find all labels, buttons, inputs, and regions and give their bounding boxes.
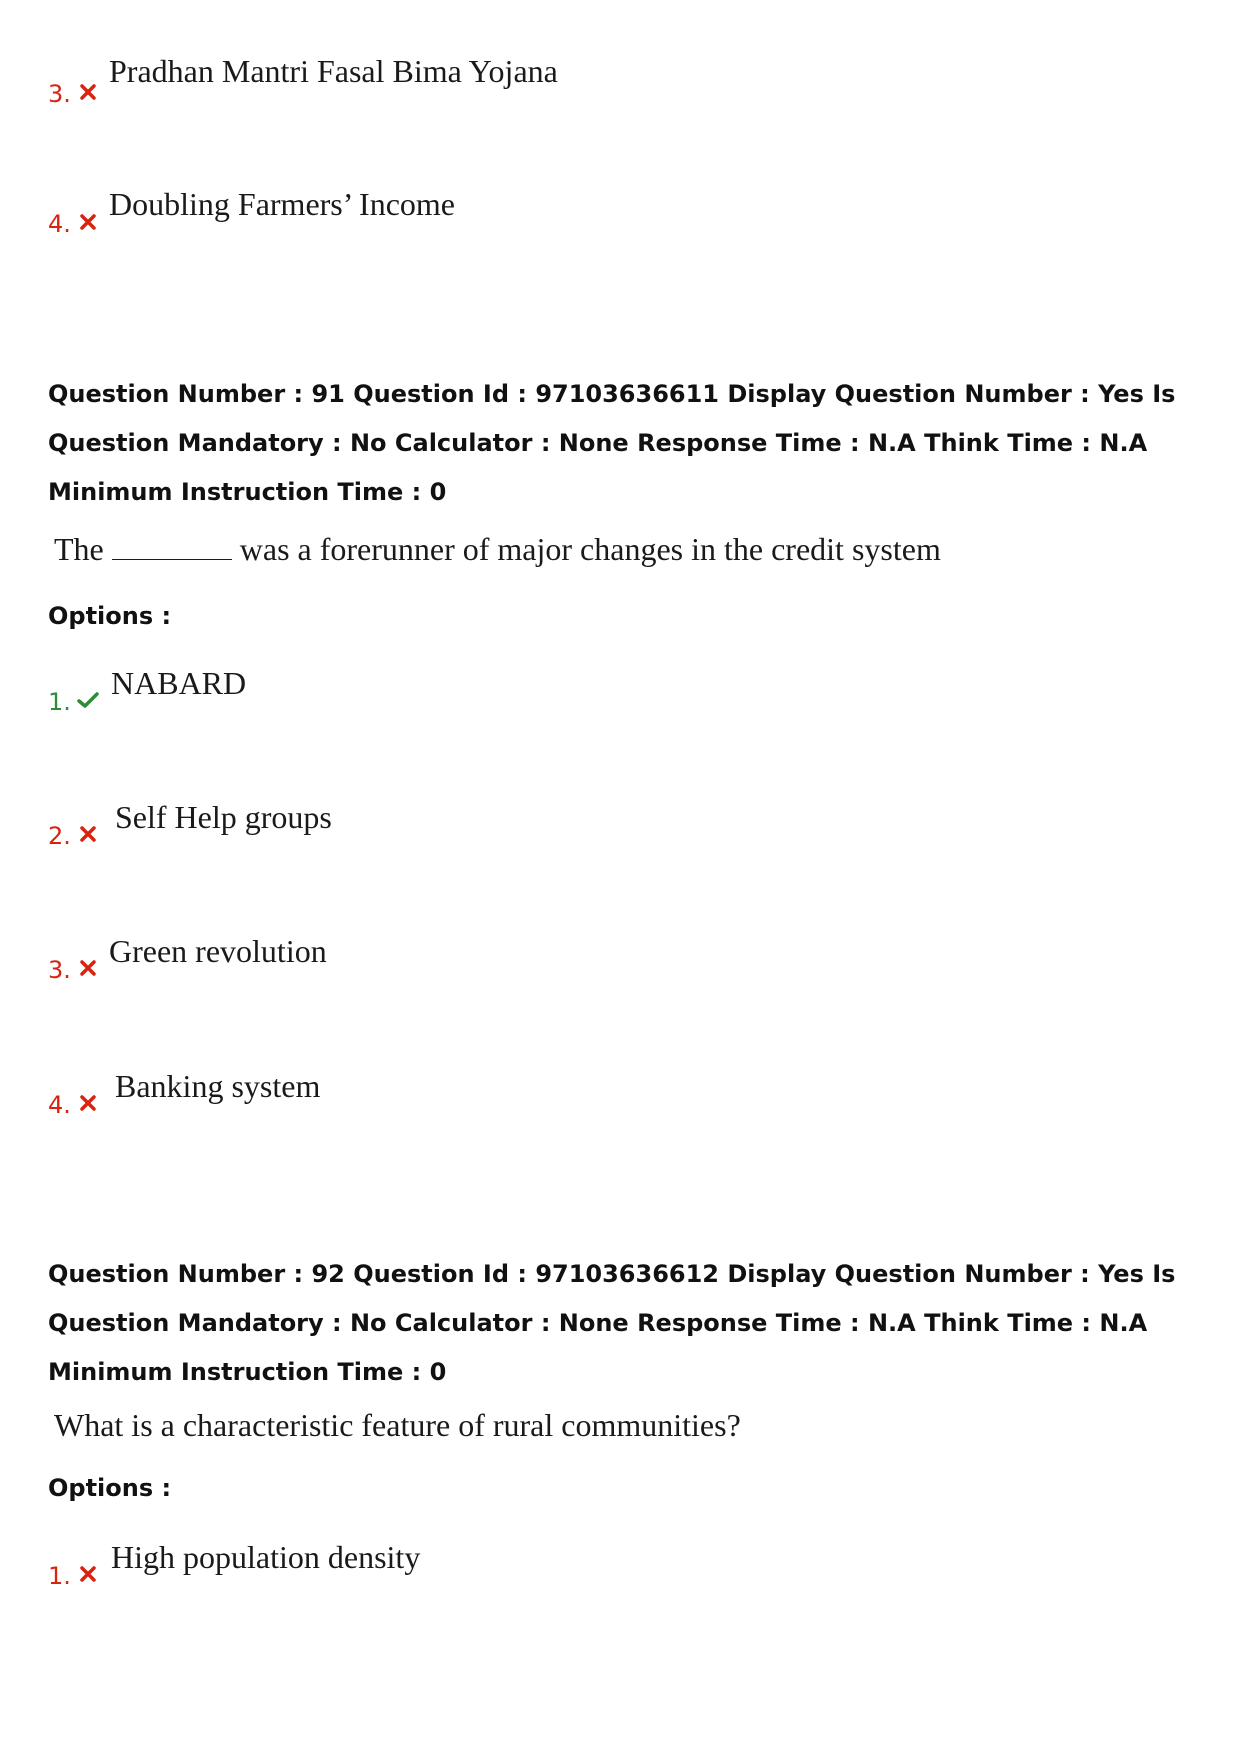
option-item (0, 1539, 1240, 1606)
question-meta: Question Number : 91 Question Id : 97103636611 Display Question Number : Yes Is Question Mandatory : No Calculator : None Response Time : N.A Think Time : N.A Minimum Instruction Time : 0 (48, 380, 1176, 506)
check-icon (76, 690, 100, 710)
option-text: NABARD (111, 665, 247, 701)
answer-blank (112, 533, 232, 560)
question-meta: Question Number : 92 Question Id : 97103636612 Display Question Number : Yes Is Question Mandatory : No Calculator : None Response Time : N.A Think Time : N.A Minimum Instruction Time : 0 (48, 1260, 1176, 1386)
option-item (0, 665, 1240, 732)
option-text: Pradhan Mantri Fasal Bima Yojana (109, 53, 558, 89)
cross-icon (78, 958, 98, 978)
question-text-before: The (54, 531, 104, 567)
option-number: 3. (48, 80, 71, 108)
option-item (0, 933, 1240, 1000)
option-number: 4. (48, 210, 71, 238)
options-label: Options : (48, 602, 172, 630)
cross-icon (78, 824, 98, 844)
option-item (0, 799, 1240, 866)
option-number: 4. (48, 1091, 71, 1119)
option-item (0, 186, 1240, 253)
option-item (0, 1068, 1240, 1135)
option-number: 3. (48, 956, 71, 984)
option-number: 1. (48, 688, 71, 716)
option-text: Green revolution (109, 933, 327, 969)
option-text: Banking system (115, 1068, 321, 1104)
option-text: Doubling Farmers’ Income (109, 186, 455, 222)
option-item (0, 53, 1240, 120)
options-label: Options : (48, 1474, 172, 1502)
cross-icon (78, 212, 98, 232)
question-text (54, 530, 941, 568)
option-text: High population density (111, 1539, 421, 1575)
question-text-after: was a forerunner of major changes in the credit system (239, 531, 941, 567)
question-text: What is a characteristic feature of rural communities? (54, 1407, 741, 1443)
cross-icon (78, 1093, 98, 1113)
cross-icon (78, 82, 98, 102)
option-text: Self Help groups (115, 799, 332, 835)
cross-icon (78, 1564, 98, 1584)
option-number: 2. (48, 822, 71, 850)
option-number: 1. (48, 1562, 71, 1590)
